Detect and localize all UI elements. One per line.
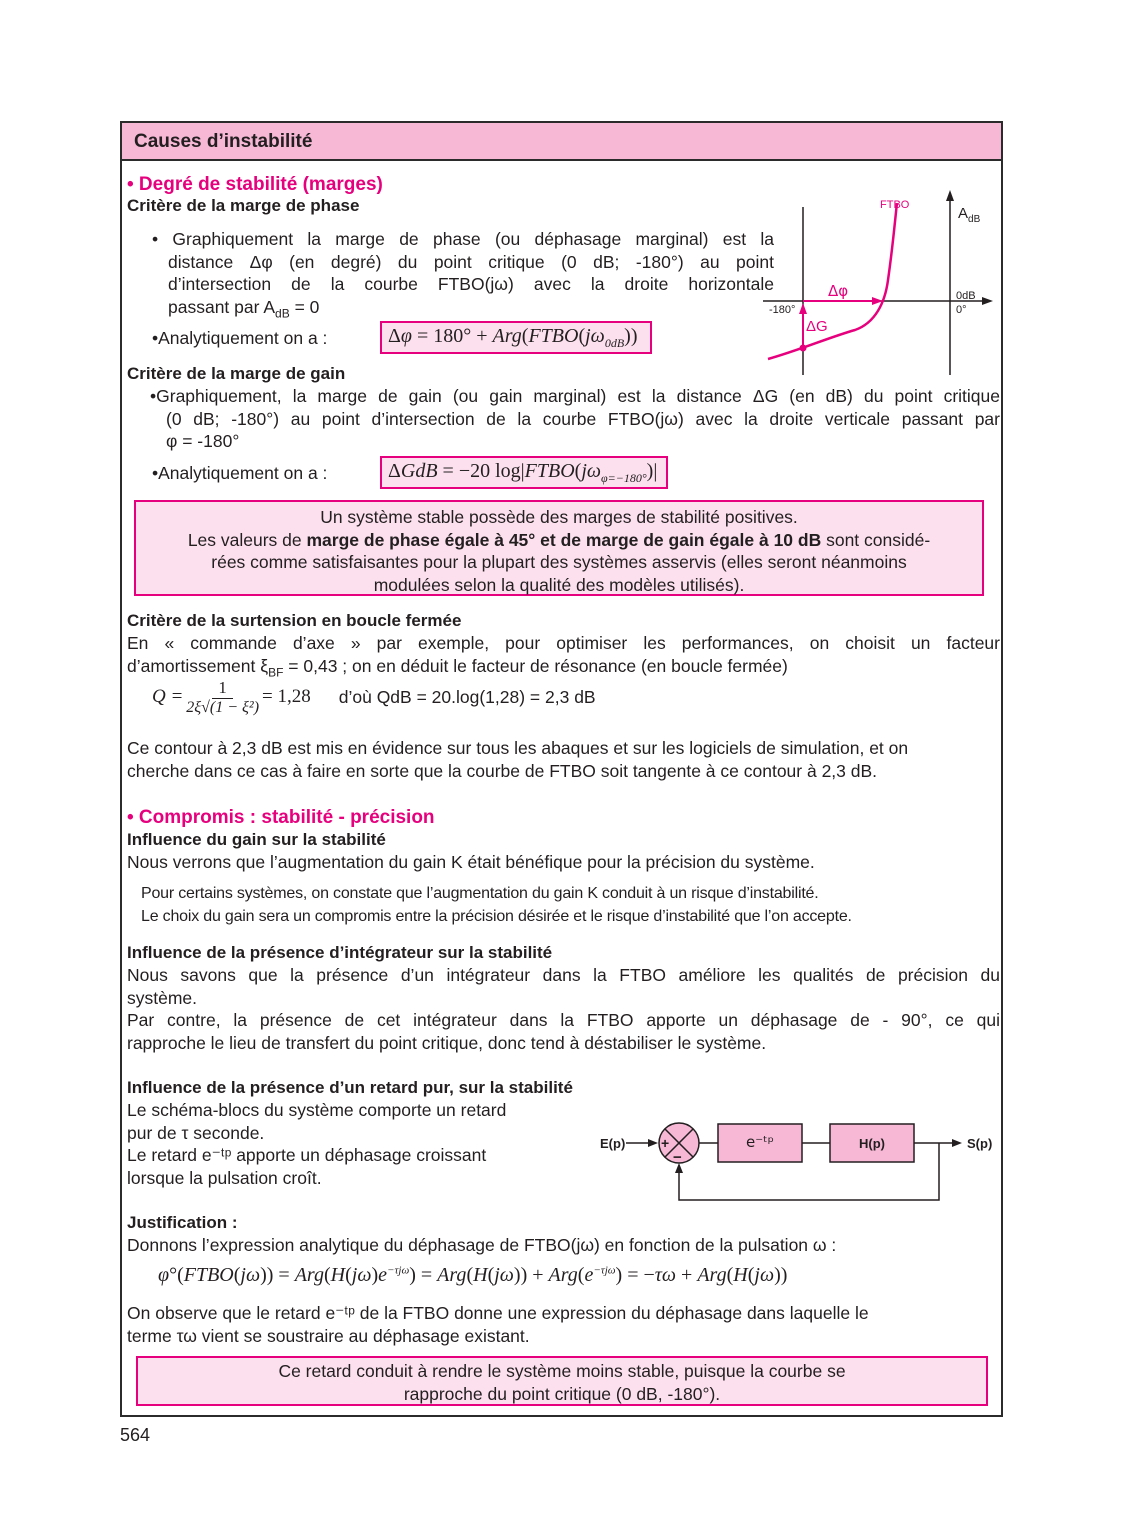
- zero-deg-label: 0°: [956, 304, 967, 316]
- output-label: S(p): [967, 1136, 993, 1151]
- input-label: E(p): [600, 1136, 626, 1151]
- heading-delay-influence: Influence de la présence d’un retard pur, sur la stabilité: [127, 1078, 573, 1097]
- phase-delay-formula: φ°(FTBO(jω)) = $Arg(H(j\omega)e^{-\tau j\omega}) = Arg(H(j\omega)) + Arg(e^{-\tau j\omega}) = -\tau\omega + Arg(H(j\omega))$: [158, 1264, 788, 1286]
- ftbo-curve: [768, 203, 897, 359]
- text-line: distance Δφ (en degré) du point critique (0 dB; -180°) au point: [168, 251, 774, 272]
- gain-margin-formula: ΔGdB = −20 $\log|FTBO(j\omega_{\varphi=-180^\circ})|$: [380, 456, 668, 489]
- denominator: 2ξ√(1 − ξ²): [186, 698, 260, 716]
- formula-lhs: Q =: [152, 686, 184, 707]
- x-axis-arrow-icon: [982, 297, 993, 305]
- emphasis-text: marge de phase égale à 45° et de marge de gain égale à 10 dB: [306, 529, 822, 550]
- justification-intro: Donnons l’expression analytique du déphasage de FTBO(jω) en fonction de la pulsation ω :: [127, 1235, 837, 1255]
- heading-overshoot: Critère de la surtension en boucle fermée: [127, 611, 462, 630]
- delay-block-label: e⁻ᵗᵖ: [746, 1133, 774, 1151]
- text-line: •Graphiquement, la marge de gain (ou gain marginal) est la distance ΔG (en dB) du point critique: [150, 386, 1000, 406]
- resonance-formula: [152, 672, 596, 722]
- heading-gain-margin: Critère de la marge de gain: [127, 364, 346, 383]
- text-fragment: sont considé-: [821, 529, 931, 550]
- text-line: rapproche du point critique (0 dB, -180°).: [403, 1383, 721, 1404]
- delta-g-label: ΔG: [806, 318, 828, 335]
- text-line: φ = -180°: [166, 431, 240, 451]
- contour-paragraph: [127, 737, 1000, 782]
- text-line: pur de τ seconde.: [127, 1122, 265, 1143]
- phase-margin-formula: $\Delta\varphi = 180^\circ + Arg(FTBO(j\omega_{0dB}))$: [380, 321, 652, 354]
- y-axis-arrow-icon: [946, 190, 954, 201]
- phase-margin-graphic-paragraph: [152, 228, 774, 325]
- minus-sign: −: [673, 1149, 682, 1166]
- text-line: Le schéma-blocs du système comporte un retard: [127, 1100, 507, 1120]
- text-line: En « commande d’axe » par exemple, pour optimiser les performances, on choisit un facteur: [127, 633, 1000, 653]
- text-fragment: Les valeurs de: [187, 529, 307, 550]
- text-line: (0 dB; -180°) au point d’intersection de la courbe FTBO(jω) avec la droite verticale passant par: [166, 408, 1000, 429]
- text-line: système.: [127, 987, 198, 1008]
- text-line: Nous savons que la présence d’un intégrateur dans la FTBO améliore les qualités de précision du: [127, 965, 1000, 985]
- heading-justification: Justification :: [127, 1213, 238, 1232]
- heading-integrator-influence: Influence de la présence d’intégrateur sur la stabilité: [127, 943, 553, 962]
- stability-margins-note: [134, 500, 984, 596]
- delta-phi-label: Δφ: [828, 282, 849, 300]
- phase-analytic-label: •Analytiquement on a :: [152, 328, 328, 348]
- text-line: Pour certains systèmes, on constate que l’augmentation du gain K conduit à un risque d’instabilité.: [141, 885, 819, 902]
- delay-paragraph: [127, 1099, 506, 1189]
- qdb-text: d’où QdB = 20.log(1,28) = 2,3 dB: [338, 686, 596, 707]
- text-fragment: passant par A: [168, 296, 276, 317]
- ftbo-label: FTBO: [880, 199, 910, 211]
- y-axis-label: $A_{dB}$: [958, 205, 981, 225]
- intersection-point: [800, 345, 807, 352]
- subsection-title-stability-degree: • Degré de stabilité (marges): [127, 174, 383, 195]
- text-line: modulées selon la qualité des modèles utilisés).: [373, 574, 745, 595]
- text-fragment: = 0,43 ; on en déduit le facteur de résonance (en boucle fermée): [283, 655, 788, 676]
- text-line: [136, 529, 982, 552]
- subscript: BF: [268, 665, 284, 679]
- text-line: • Graphiquement la marge de phase (ou déphasage marginal) est la: [152, 229, 774, 249]
- delay-conclusion-note: [136, 1356, 988, 1406]
- subscript: dB: [275, 306, 290, 320]
- heading-gain-influence: Influence du gain sur la stabilité: [127, 830, 386, 849]
- text-line: Ce retard conduit à rendre le système moins stable, puisque la courbe se: [278, 1361, 846, 1381]
- heading-phase-margin: Critère de la marge de phase: [127, 196, 360, 215]
- text-line: lorsque la pulsation croît.: [127, 1167, 322, 1188]
- text-line: d’intersection de la courbe FTBO(jω) avec la droite horizontale: [168, 274, 774, 294]
- section-title: Causes d’instabilité: [134, 131, 313, 152]
- gain-influence-indented: [141, 882, 852, 928]
- text-line: Un système stable possède des marges de stabilité positives.: [320, 507, 798, 527]
- observation-paragraph: [127, 1302, 869, 1347]
- h-block-label: H(p): [859, 1136, 885, 1151]
- fraction: [186, 678, 259, 717]
- plus-sign: +: [661, 1135, 670, 1151]
- text-line: Le choix du gain sera un compromis entre la précision désirée et le risque d’instabilité que l’on accepte.: [141, 908, 852, 925]
- delta-g-arrowhead-icon: [799, 303, 807, 314]
- text-fragment: = 0: [289, 296, 320, 317]
- text-line: On observe que le retard e⁻ᵗᵖ de la FTBO donne une expression du déphasage dans laquelle le: [127, 1303, 869, 1323]
- black-nichols-diagram: [760, 185, 1005, 375]
- subsection-title-compromise: • Compromis : stabilité - précision: [127, 807, 435, 828]
- text-line: Le retard e⁻ᵗᵖ apporte un déphasage croissant: [127, 1145, 487, 1165]
- text-line: rapproche le lieu de transfert du point critique, donc tend à déstabiliser le système.: [127, 1032, 767, 1053]
- gain-analytic-label: •Analytiquement on a :: [152, 463, 328, 483]
- minus180-label: -180°: [769, 304, 796, 316]
- text-fragment: d’amortissement ξ: [127, 655, 269, 676]
- integrator-paragraph: [127, 964, 1000, 1054]
- formula-rhs: = 1,28: [262, 686, 311, 707]
- block-diagram: [590, 1110, 1005, 1210]
- gain-margin-graphic-paragraph: [150, 385, 1000, 453]
- gain-influence-text: Nous verrons que l’augmentation du gain K était bénéfique pour la précision du système.: [127, 852, 815, 872]
- numerator: 1: [212, 678, 233, 699]
- zero-db-label: 0dB: [956, 290, 976, 302]
- text-line: terme τω vient se soustraire au déphasage existant.: [127, 1325, 530, 1346]
- section-header: [122, 123, 1001, 161]
- text-line: rées comme satisfaisantes pour la plupart des systèmes asservis (elles seront néanmoins: [211, 552, 907, 572]
- text-line: cherche dans ce cas à faire en sorte que la courbe de FTBO soit tangente à ce contour à 2,3 dB.: [127, 760, 878, 781]
- output-arrow-icon: [952, 1139, 962, 1147]
- page-number: 564: [120, 1425, 151, 1445]
- text-line: Ce contour à 2,3 dB est mis en évidence sur tous les abaques et sur les logiciels de simulation, et on: [127, 738, 909, 758]
- text-line: Par contre, la présence de cet intégrateur dans la FTBO apporte un déphasage de - 90°, ce qui: [127, 1010, 1000, 1030]
- input-arrow-icon: [648, 1139, 658, 1147]
